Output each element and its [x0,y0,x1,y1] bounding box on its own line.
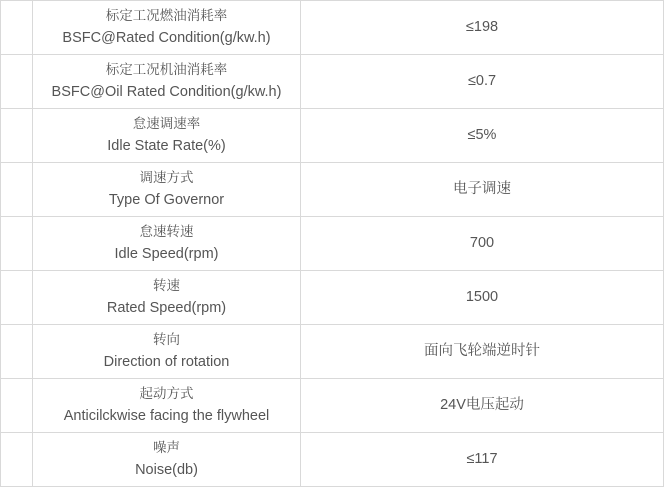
table-row [1,109,664,163]
parameter-label-cell [33,271,301,325]
parameter-label-cell [33,1,301,55]
row-spacer-cell [1,1,33,55]
parameter-value-cell [301,109,664,163]
parameter-label-cn: 标定工况燃油消耗率 [105,7,228,23]
parameter-label-en: Type Of Governor [108,191,225,208]
parameter-label-cn: 转向 [153,331,180,347]
table-row [1,433,664,487]
table-body [1,1,664,487]
parameter-value-cell [301,217,664,271]
parameter-label-en: Idle State Rate(%) [107,137,226,154]
parameter-value: 1500 [465,289,499,306]
parameter-label-cn: 噪声 [153,439,180,455]
parameter-label-cell [33,217,301,271]
parameter-label-en: Anticilckwise facing the flywheel [63,407,270,424]
parameter-value-cell [301,271,664,325]
table-row [1,1,664,55]
parameter-label-cell [33,325,301,379]
parameter-label-cell [33,55,301,109]
row-spacer-cell [1,217,33,271]
row-spacer-cell [1,433,33,487]
parameter-label-en: Direction of rotation [103,353,230,370]
parameter-label-cell [33,379,301,433]
parameter-value: 24V电压起动 [440,397,524,414]
parameter-value: ≤117 [466,451,498,468]
parameter-label-cn: 标定工况机油消耗率 [105,61,228,77]
row-spacer-cell [1,271,33,325]
parameter-label-en: BSFC@Oil Rated Condition(g/kw.h) [51,83,282,100]
table-row [1,55,664,109]
parameter-label-cell [33,433,301,487]
parameter-value: ≤5% [467,127,497,144]
parameter-label-en: BSFC@Rated Condition(g/kw.h) [62,29,271,46]
parameter-value: ≤198 [465,19,499,36]
parameter-label-cell [33,163,301,217]
parameter-value-cell [301,163,664,217]
parameter-value-cell [301,325,664,379]
parameter-label-en: Noise(db) [135,461,198,478]
row-spacer-cell [1,379,33,433]
parameter-value: 电子调速 [453,181,511,198]
parameter-label-cn: 怠速转速 [139,223,194,239]
parameter-label-cn: 调速方式 [139,169,194,185]
parameter-value: 面向飞轮端逆时针 [424,343,540,360]
row-spacer-cell [1,163,33,217]
parameter-value: 700 [469,235,495,252]
table-row [1,325,664,379]
parameter-label-cell [33,109,301,163]
parameter-value-cell [301,433,664,487]
parameter-value-cell [301,55,664,109]
parameter-label-cn: 怠速调速率 [132,115,201,131]
row-spacer-cell [1,325,33,379]
parameter-value-cell [301,1,664,55]
parameter-label-en: Idle Speed(rpm) [114,245,219,262]
table-row [1,217,664,271]
parameter-label-cn: 转速 [153,277,180,293]
table-row [1,271,664,325]
parameter-value: ≤0.7 [467,73,497,90]
table-row [1,379,664,433]
parameter-value-cell [301,379,664,433]
row-spacer-cell [1,55,33,109]
row-spacer-cell [1,109,33,163]
parameter-label-cn: 起动方式 [139,385,194,401]
table-row [1,163,664,217]
parameter-label-en: Rated Speed(rpm) [106,299,227,316]
